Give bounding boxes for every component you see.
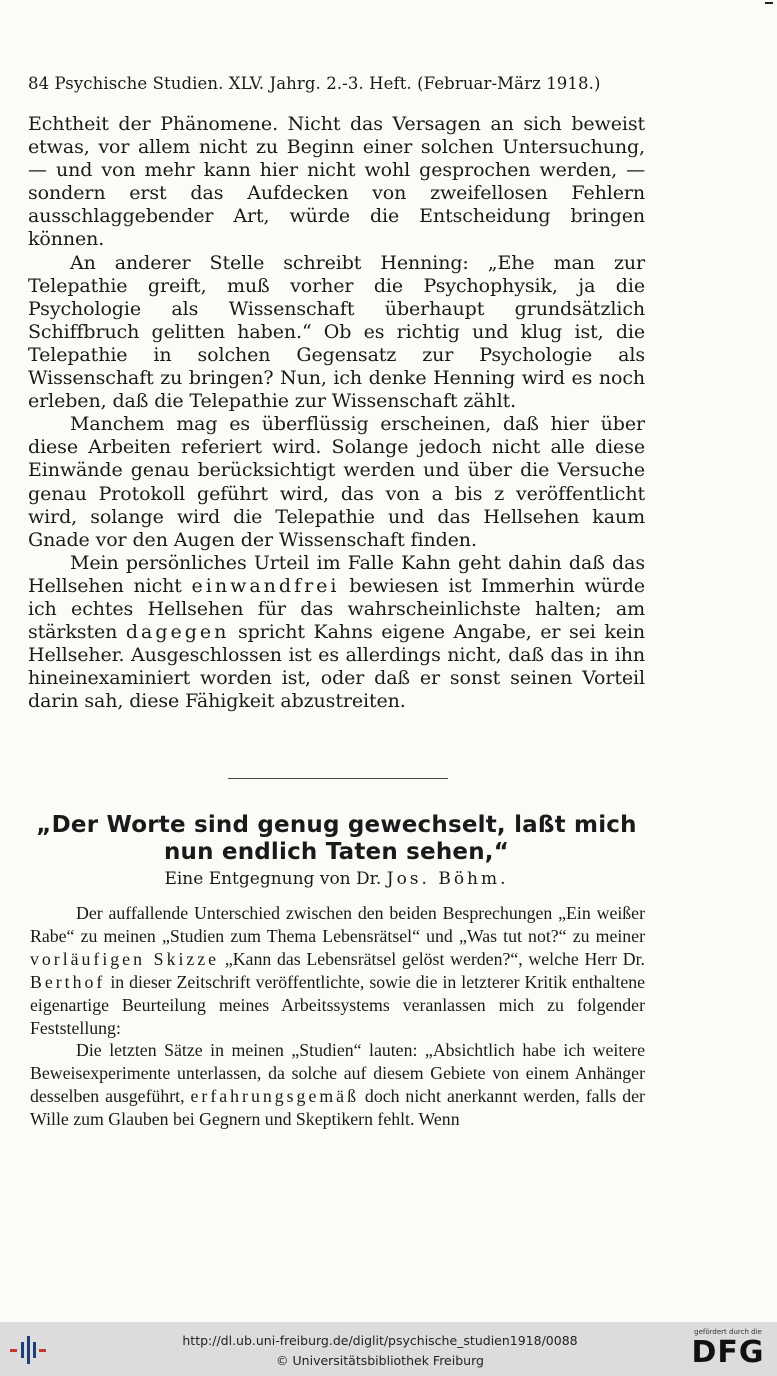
text-run: bewiesen ist Immerhin würde ich echtes Hellsehen für das wahrscheinlichste halten; am stärksten [28, 574, 645, 644]
paragraph: Manchem mag es überflüssig erscheinen, daß hier über diese Arbeiten referiert wird. Solange jedoch nicht alle diese Einwände genau berücksichtigt werden und über die Versuche genau Protokoll geführt wird, das von a bis z veröffentlicht wird, solange wird die Telepathie und das Hellsehen kaum Gnade vor den Augen der Wissenschaft finden. [28, 413, 645, 551]
article-continuation [28, 113, 645, 713]
author-name: Jos. Böhm. [386, 869, 509, 889]
spaced-emphasis: einwandfrei [191, 574, 340, 597]
running-header: 84 Psychische Studien. XLV. Jahrg. 2.-3. Heft. (Februar-März 1918.) [28, 74, 601, 93]
spaced-emphasis: vorläufigen Skizze [30, 948, 220, 969]
text-run: Der auffallende Unterschied zwischen den beiden Besprechungen „Ein weißer Rabe“ zu meinen „Studien zum Thema Lebensrätsel“ und „Was tut not?“ zu meiner [30, 903, 645, 946]
article-subtitle [28, 868, 645, 890]
spaced-emphasis: Berthof [30, 971, 106, 992]
article-body [30, 902, 645, 1131]
text-run: in dieser Zeitschrift veröffentlichte, sowie die in letzterer Kritik enthaltene eigenartige Beurteilung meines Arbeitssystems veranlassen mich zu folgender Feststellung: [30, 971, 645, 1038]
paragraph: An anderer Stelle schreibt Henning: „Ehe man zur Telepathie greift, muß vorher die Psychophysik, ja die Psychologie als Wissenschaft überhaupt grundsätzlich Schiffbruch gelitten haben.“ Ob es richtig und klug ist, die Telepathie in solchen Gegensatz zur Psychologie als Wissenschaft zu bringen? Nun, ich denke Henning wird es noch erleben, daß die Telepathie zur Wissenschaft zählt. [28, 251, 645, 413]
paragraph: Echtheit der Phänomene. Nicht das Versagen an sich beweist etwas, vor allem nicht zu Beginn einer solchen Untersuchung, — und von mehr kann hier nicht wohl gesprochen werden, — sondern erst das Aufdecken von zweifellosen Fehlern ausschlaggebender Art, würde die Entscheidung bringen können. [28, 113, 645, 251]
dfg-logo[interactable]: DFG [691, 1335, 765, 1370]
article-title [28, 812, 645, 866]
text-run: Mein persönliches Urteil im Falle Kahn geht dahin daß das Hellsehen nicht [28, 551, 645, 597]
copyright-notice: © Universitätsbibliothek Freiburg [276, 1353, 484, 1368]
title-line: „Der Worte sind genug gewechselt, laßt mich [36, 812, 637, 838]
viewer-footer [0, 1322, 777, 1376]
text-run: Die letzten Sätze in meinen „Studien“ lauten: „Absichtlich habe ich weitere Beweisexperimente unterlassen, da solche auf diesem Gebiete von einem Anhänger desselben ausgeführt, [30, 1040, 645, 1107]
spaced-emphasis: erfahrungsgemäß [190, 1086, 359, 1107]
dfg-caption: gefördert durch die [694, 1328, 762, 1336]
paragraph [30, 902, 645, 1039]
section-divider [228, 778, 448, 779]
scan-mark [765, 2, 773, 4]
text-run: spricht Kahns eigene Angabe, er sei kein Hellseher. Ausgeschlossen ist es allerdings nicht, daß das in ihn hineinexaminiert worden ist, oder daß er sonst seinen Vorteil darin sah, diese Fähigkeit abzustreiten. [28, 621, 645, 713]
paragraph [28, 552, 645, 714]
title-line: nun endlich Taten sehen,“ [163, 839, 510, 865]
paragraph [30, 1039, 645, 1131]
ub-freiburg-logo-icon[interactable] [8, 1332, 48, 1368]
text-run: „Kann das Lebensrätsel gelöst werden?“, welche Herr Dr. [224, 948, 645, 969]
subtitle-text: Eine Entgegnung von Dr. [164, 869, 382, 889]
spaced-emphasis: dagegen [125, 621, 230, 644]
text-run: doch nicht anerkannt werden, falls der Wille zum Glauben bei Gegnern und Skeptikern fehlt. Wenn [30, 1086, 645, 1130]
permalink[interactable]: http://dl.ub.uni-freiburg.de/diglit/psychische_studien1918/0088 [182, 1333, 578, 1348]
